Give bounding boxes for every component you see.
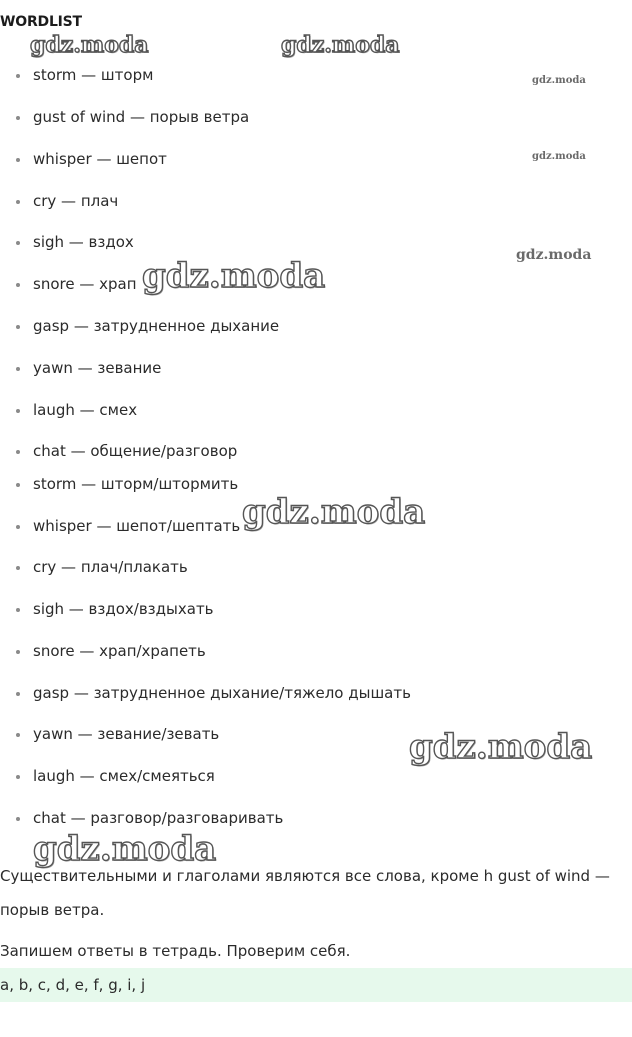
watermark: gdz.moda bbox=[516, 247, 592, 263]
list-item: gasp — затрудненное дыхание bbox=[33, 317, 280, 335]
watermark: gdz.moda bbox=[30, 32, 149, 58]
list-item: whisper — шепот/шептать bbox=[33, 517, 241, 535]
list-item: gasp — затрудненное дыхание/тяжело дышать bbox=[33, 684, 411, 702]
list-item: yawn — зевание/зевать bbox=[33, 725, 220, 743]
answer-box bbox=[0, 968, 632, 1002]
check-yourself-text: Запишем ответы в тетрадь. Проверим себя. bbox=[0, 942, 351, 960]
list-item: storm — шторм/штормить bbox=[33, 475, 239, 493]
list-item: sigh — вздох/вздыхать bbox=[33, 600, 214, 618]
list-item: snore — храп bbox=[33, 275, 137, 293]
wordlist-heading: WORDLIST bbox=[0, 14, 82, 30]
list-item: storm — шторм bbox=[33, 66, 154, 84]
list-item: cry — плач/плакать bbox=[33, 558, 188, 576]
list-item: chat — общение/разговор bbox=[33, 442, 238, 460]
list-item: snore — храп/храпеть bbox=[33, 642, 206, 660]
list-item: cry — плач bbox=[33, 192, 119, 210]
watermark: gdz.moda bbox=[242, 492, 426, 532]
watermark: gdz.moda bbox=[532, 75, 586, 86]
list-item: sigh — вздох bbox=[33, 233, 134, 251]
answer-explanation-line: порыв ветра. bbox=[0, 901, 105, 919]
watermark: gdz.moda bbox=[33, 829, 217, 869]
watermark: gdz.moda bbox=[409, 727, 593, 767]
list-item: chat — разговор/разговаривать bbox=[33, 809, 284, 827]
answer-text: a, b, c, d, e, f, g, i, j bbox=[0, 976, 146, 994]
list-item: gust of wind — порыв ветра bbox=[33, 108, 250, 126]
watermark: gdz.moda bbox=[532, 151, 586, 162]
list-item: laugh — смех/смеяться bbox=[33, 767, 215, 785]
list-item: whisper — шепот bbox=[33, 150, 167, 168]
list-item: yawn — зевание bbox=[33, 359, 162, 377]
answer-explanation-line: Существительными и глаголами являются все слова, кроме h gust of wind — bbox=[0, 867, 610, 885]
list-item: laugh — смех bbox=[33, 401, 138, 419]
watermark: gdz.moda bbox=[142, 256, 326, 296]
watermark: gdz.moda bbox=[281, 32, 400, 58]
